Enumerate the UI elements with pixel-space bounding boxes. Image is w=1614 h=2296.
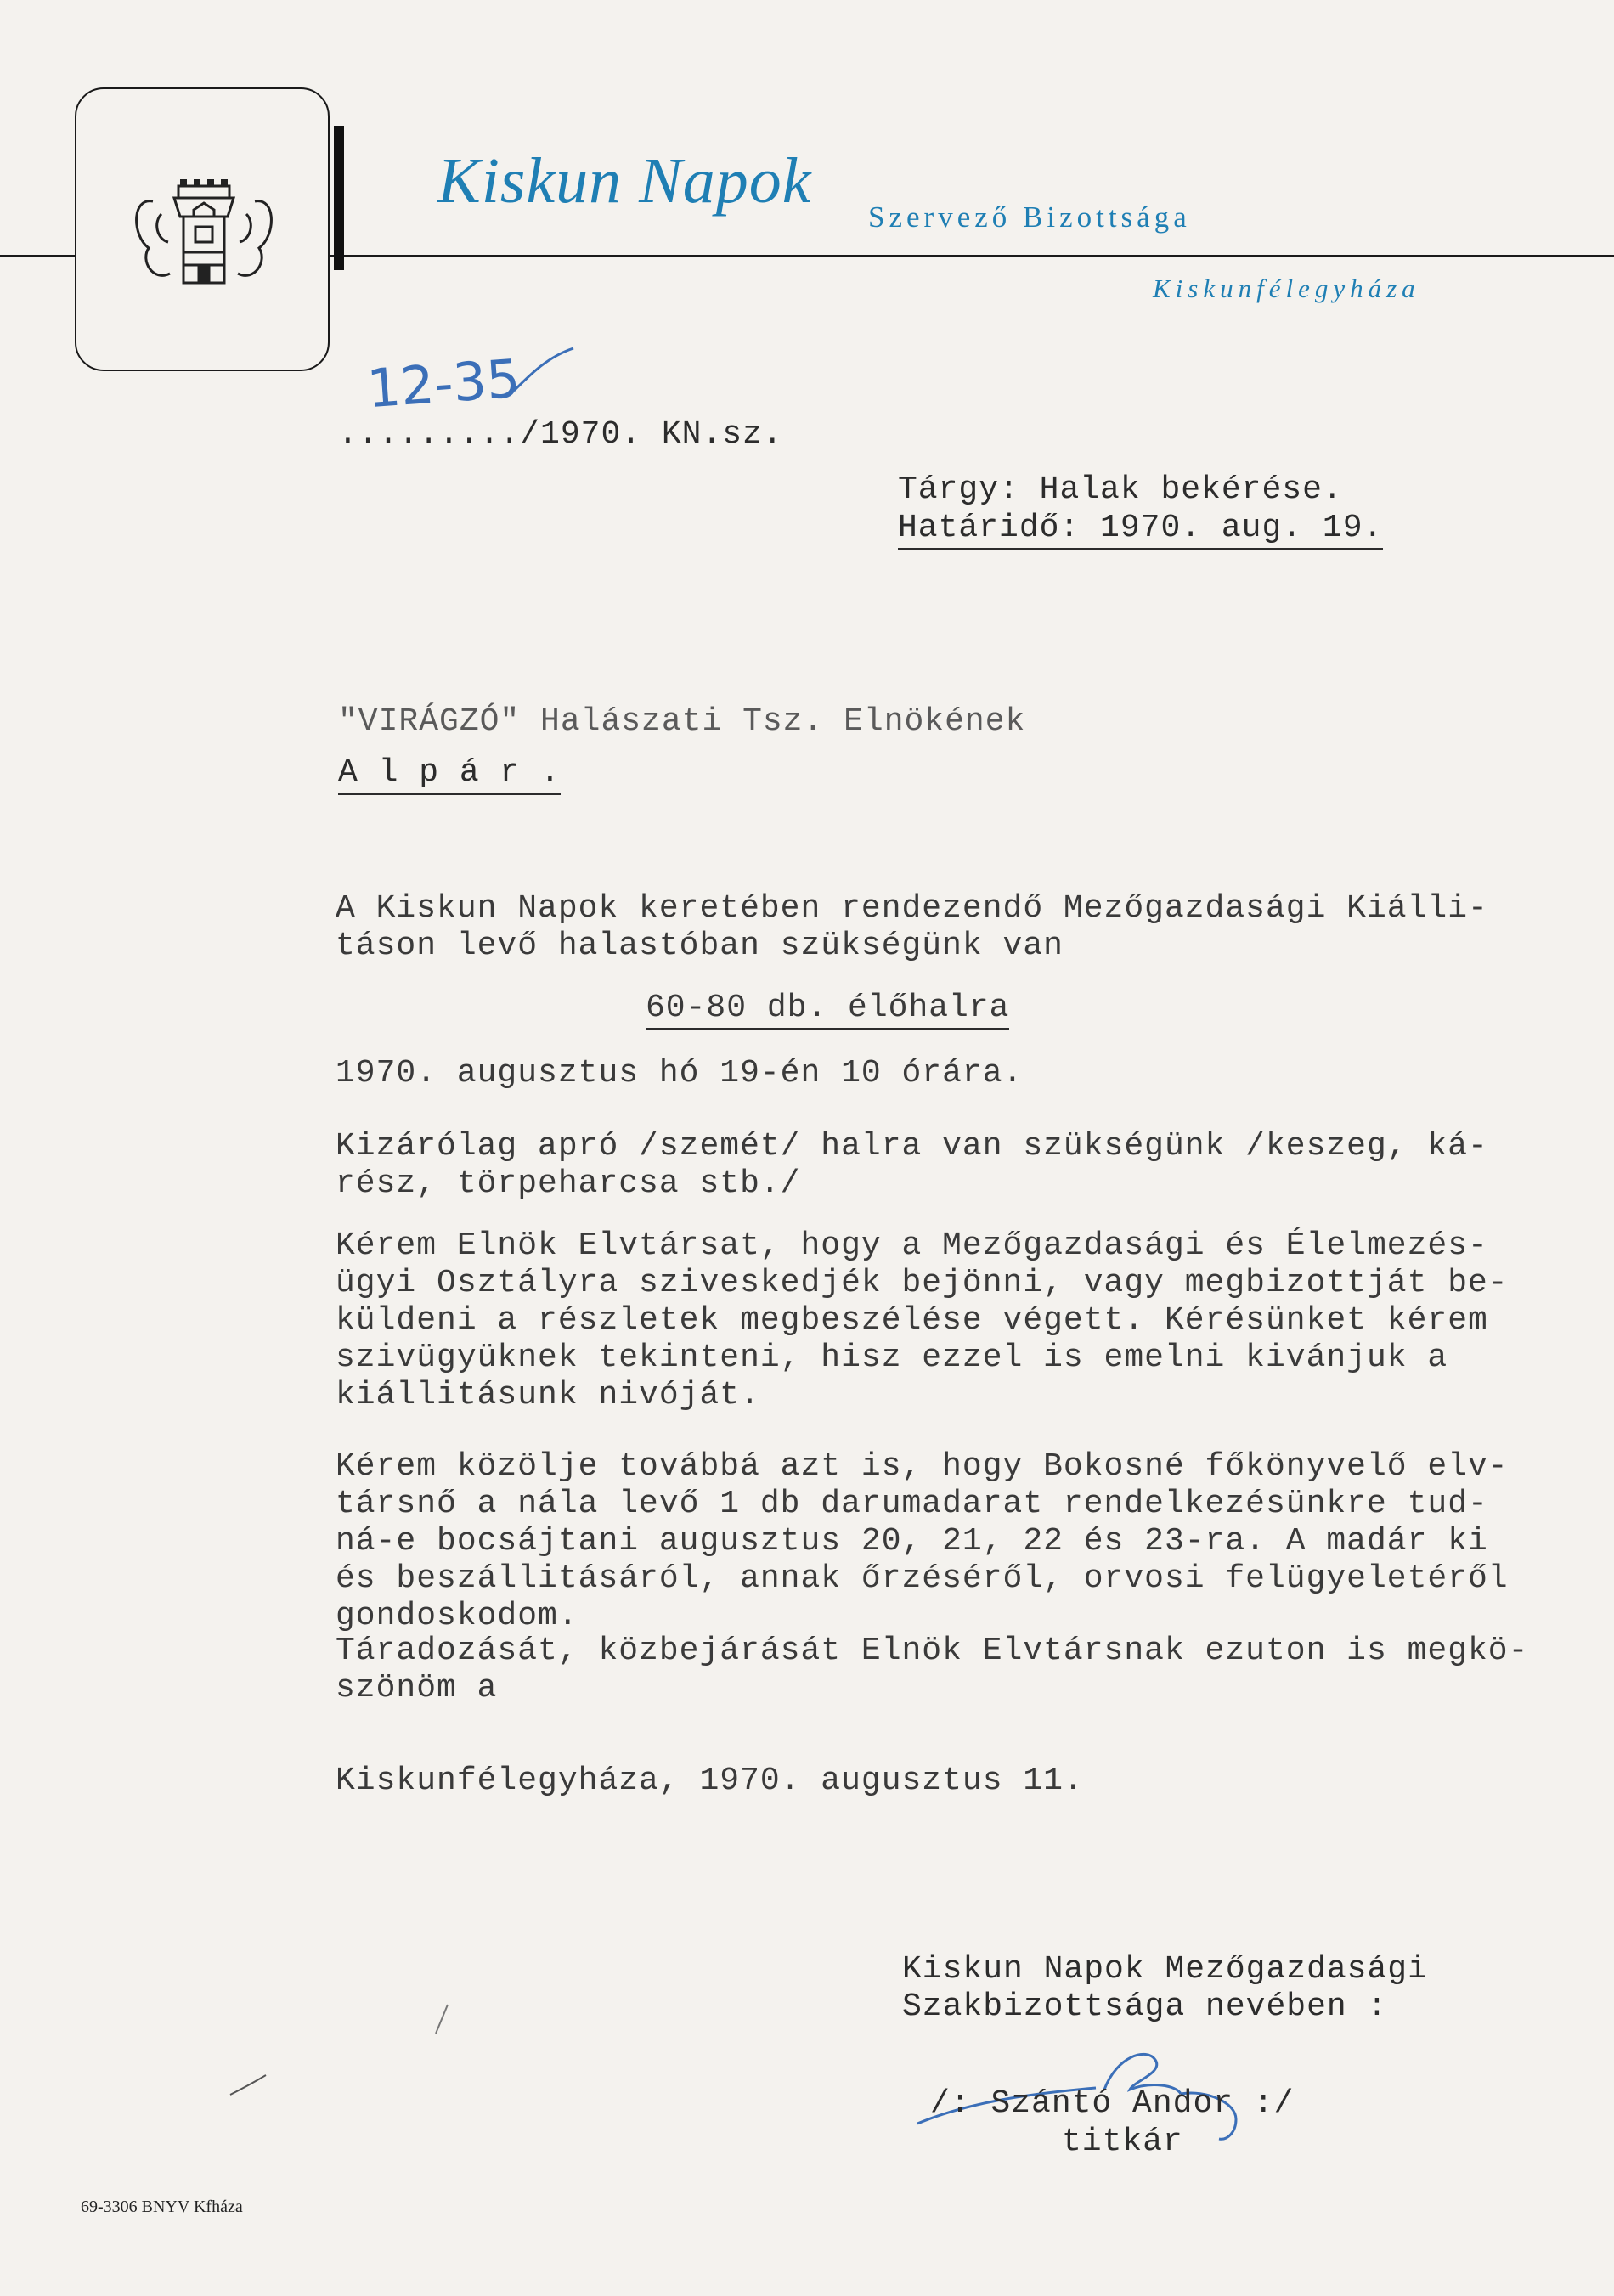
signature-line-1: Kiskun Napok Mezőgazdasági (902, 1951, 1428, 1988)
letterhead-logo-frame (75, 87, 330, 371)
addressee-line-1: "VIRÁGZÓ" Halászati Tsz. Elnökének (338, 703, 1026, 740)
signatory-title: titkár (1062, 2124, 1183, 2160)
body-p4-line-3: küldeni a részletek megbeszélése végett. Kérésünket kérem (336, 1302, 1488, 1339)
handwritten-flourish-icon (510, 344, 578, 395)
brand-city: Kiskunfélegyháza (1153, 274, 1420, 303)
town-tower-crest-icon (127, 167, 280, 295)
body-emphasis: 60-80 db. élőhalra (646, 990, 1009, 1030)
body-p5-line-1: Kérem közölje továbbá azt is, hogy Bokosné főkönyvelő elv- (336, 1448, 1509, 1485)
body-p2: 1970. augusztus hó 19-én 10 órára. (336, 1055, 1024, 1092)
body-p5-line-2: társnő a nála levő 1 db darumadarat rendelkezésünkre tud- (336, 1486, 1488, 1522)
body-p1-line-1: A Kiskun Napok keretében rendezendő Mezőgazdasági Kiálli- (336, 890, 1488, 927)
body-p4-line-2: ügyi Osztályra sziveskedjék bejönni, vagy megbizottját be- (336, 1265, 1509, 1301)
body-p6-line-1: Táradozását, közbejárását Elnök Elvtársnak ezuton is megkö- (336, 1633, 1529, 1669)
printer-mark: 69-3306 BNYV Kfháza (81, 2197, 243, 2216)
body-p4-line-5: kiállitásunk nivóját. (336, 1377, 760, 1413)
pencil-mark-icon (228, 2073, 270, 2098)
body-p5-line-4: és beszállitásáról, annak őrzéséről, orvosi felügyeletéről (336, 1560, 1509, 1597)
body-p1-line-2: táson levő halastóban szükségünk van (336, 928, 1064, 964)
body-p5-line-5: gondoskodom. (336, 1598, 578, 1634)
letterhead-black-bar (334, 126, 344, 270)
body-p5-line-3: ná-e bocsájtani augusztus 20, 21, 22 és 23-ra. A madár ki (336, 1523, 1488, 1560)
deadline-line (898, 510, 1383, 550)
handwritten-reference-number: 12-35 (364, 347, 522, 420)
brand-subtitle: Szervező Bizottsága (868, 200, 1191, 234)
addressee-line-2: A l p á r . (338, 754, 561, 795)
reference-line: ........./1970. KN.sz. (338, 416, 783, 453)
deadline-label: Határidő: (898, 510, 1081, 546)
date-line: Kiskunfélegyháza, 1970. augusztus 11. (336, 1763, 1084, 1799)
subject-value: Halak bekérése. (1039, 471, 1343, 508)
body-p6-line-2: szönöm a (336, 1670, 498, 1706)
signatory-name: /: Szántó Andor :/ (930, 2085, 1295, 2122)
pencil-mark-icon (429, 2003, 454, 2037)
signature-line-2: Szakbizottsága nevében : (902, 1989, 1388, 2025)
subject-label: Tárgy: (898, 471, 1019, 508)
body-p3-line-1: Kizárólag apró /szemét/ halra van szükségünk /keszeg, ká- (336, 1128, 1488, 1165)
deadline-value: 1970. aug. 19. (1100, 510, 1384, 546)
subject-line (898, 471, 1343, 508)
body-p4-line-1: Kérem Elnök Elvtársat, hogy a Mezőgazdasági és Élelmezés- (336, 1227, 1488, 1264)
body-p4-line-4: szivügyüknek tekinteni, hisz ezzel is emelni kivánjuk a (336, 1340, 1448, 1376)
body-p3-line-2: rész, törpeharcsa stb./ (336, 1165, 801, 1202)
brand-title: Kiskun Napok (437, 145, 812, 217)
